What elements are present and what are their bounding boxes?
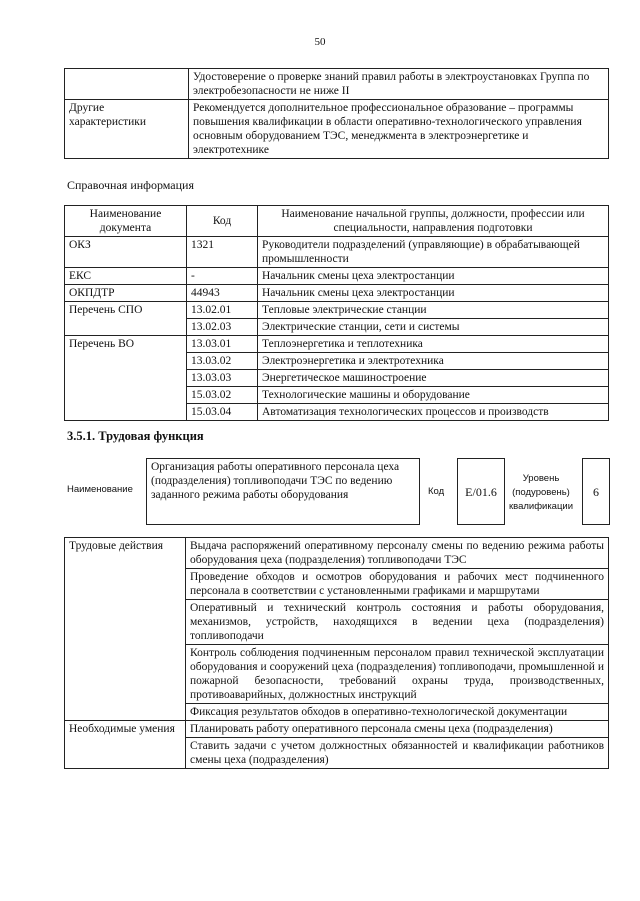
table-row: [65, 336, 609, 353]
name-cell: Тепловые электрические станции: [258, 302, 609, 319]
code-cell: 13.03.01: [187, 336, 258, 353]
name-cell: Руководители подразделений (управляющие) в обрабатывающей промышленности: [258, 237, 609, 268]
doc-cell: ЕКС: [65, 268, 187, 285]
table-row: [65, 237, 609, 268]
action-item: Оперативный и технический контроль состояния и работы оборудования, механизмов, устройств, находящихся в ведении цеха (подразделения) топливоподачи: [186, 600, 609, 645]
qualification-level-box: 6: [582, 458, 610, 525]
name-cell: Начальник смены цеха электростанции: [258, 285, 609, 302]
code-cell: 15.03.02: [187, 387, 258, 404]
doc-cell: Перечень ВО: [65, 336, 187, 421]
table-row: [65, 69, 609, 100]
table-row: [65, 268, 609, 285]
name-cell: Автоматизация технологических процессов и производств: [258, 404, 609, 421]
code-cell: 13.02.01: [187, 302, 258, 319]
code-cell: 13.03.03: [187, 370, 258, 387]
code-label: Код: [428, 486, 445, 497]
code-cell: 13.02.03: [187, 319, 258, 336]
table-row: [65, 100, 609, 159]
action-item: Проведение обходов и осмотров оборудования и рабочих мест подчиненного персонала в соответствии с установленными графиками и маршрутами: [186, 569, 609, 600]
action-item: Выдача распоряжений оперативному персоналу смены по ведению режима работы оборудования цеха (подразделения) топливоподачи ТЭС: [186, 538, 609, 569]
reference-title: Справочная информация: [67, 178, 194, 192]
page-number: 50: [314, 36, 326, 48]
code-cell: 44943: [187, 285, 258, 302]
table-row: [65, 538, 609, 569]
doc-cell: ОКПДТР: [65, 285, 187, 302]
level-label: Уровень (подуровень) квалификации: [508, 473, 574, 512]
skill-item: Ставить задачи с учетом должностных обязанностей и квалификации работников смены цеха (подразделения): [186, 738, 609, 769]
column-header: Наименование начальной группы, должности, профессии или специальности, направления подготовки: [258, 206, 609, 237]
name-cell: Электрические станции, сети и системы: [258, 319, 609, 336]
table-row: [65, 302, 609, 319]
table-row: [65, 285, 609, 302]
function-code-box: E/01.6: [457, 458, 505, 525]
labor-actions-table: [64, 537, 609, 769]
skill-item: Планировать работу оперативного персонала смены цеха (подразделения): [186, 721, 609, 738]
action-item: Фиксация результатов обходов в оперативно-технологической документации: [186, 704, 609, 721]
column-header: Код: [187, 206, 258, 237]
function-name-box: Организация работы оперативного персонала цеха (подразделения) топливоподачи ТЭС по ведению заданного режима работы оборудования: [146, 458, 420, 525]
row-text: Удостоверение о проверке знаний правил работы в электроустановках Группа по электробезопасности не ниже II: [189, 69, 609, 100]
column-header: Наименование документа: [65, 206, 187, 237]
reference-table: [64, 205, 609, 421]
code-cell: -: [187, 268, 258, 285]
code-cell: 1321: [187, 237, 258, 268]
name-cell: Технологические машины и оборудование: [258, 387, 609, 404]
name-cell: Электроэнергетика и электротехника: [258, 353, 609, 370]
row-label: [65, 69, 189, 100]
qualification-requirements-table: [64, 68, 609, 159]
labor-function-title: 3.5.1. Трудовая функция: [67, 429, 204, 443]
row-text: Рекомендуется дополнительное профессиональное образование – программы повышения квалификации в области оперативно-технологического управления основным оборудованием ТЭС, менеджмента в электроэнергетике и электротехнике: [189, 100, 609, 159]
doc-cell: ОКЗ: [65, 237, 187, 268]
name-label: Наименование: [67, 484, 133, 495]
code-cell: 15.03.04: [187, 404, 258, 421]
name-cell: Начальник смены цеха электростанции: [258, 268, 609, 285]
row-label: Другие характеристики: [65, 100, 189, 159]
doc-cell: Перечень СПО: [65, 302, 187, 336]
skills-label: Необходимые умения: [65, 721, 186, 769]
table-header-row: [65, 206, 609, 237]
action-item: Контроль соблюдения подчиненным персоналом правил технической эксплуатации оборудования и сооружений цеха (подразделения) топливоподачи, промышленной и пожарной безопасности, требований охраны труда, производственных, противоаварийных, должностных инструкций: [186, 645, 609, 704]
code-cell: 13.03.02: [187, 353, 258, 370]
name-cell: Энергетическое машиностроение: [258, 370, 609, 387]
name-cell: Теплоэнергетика и теплотехника: [258, 336, 609, 353]
table-row: [65, 721, 609, 738]
actions-label: Трудовые действия: [65, 538, 186, 721]
